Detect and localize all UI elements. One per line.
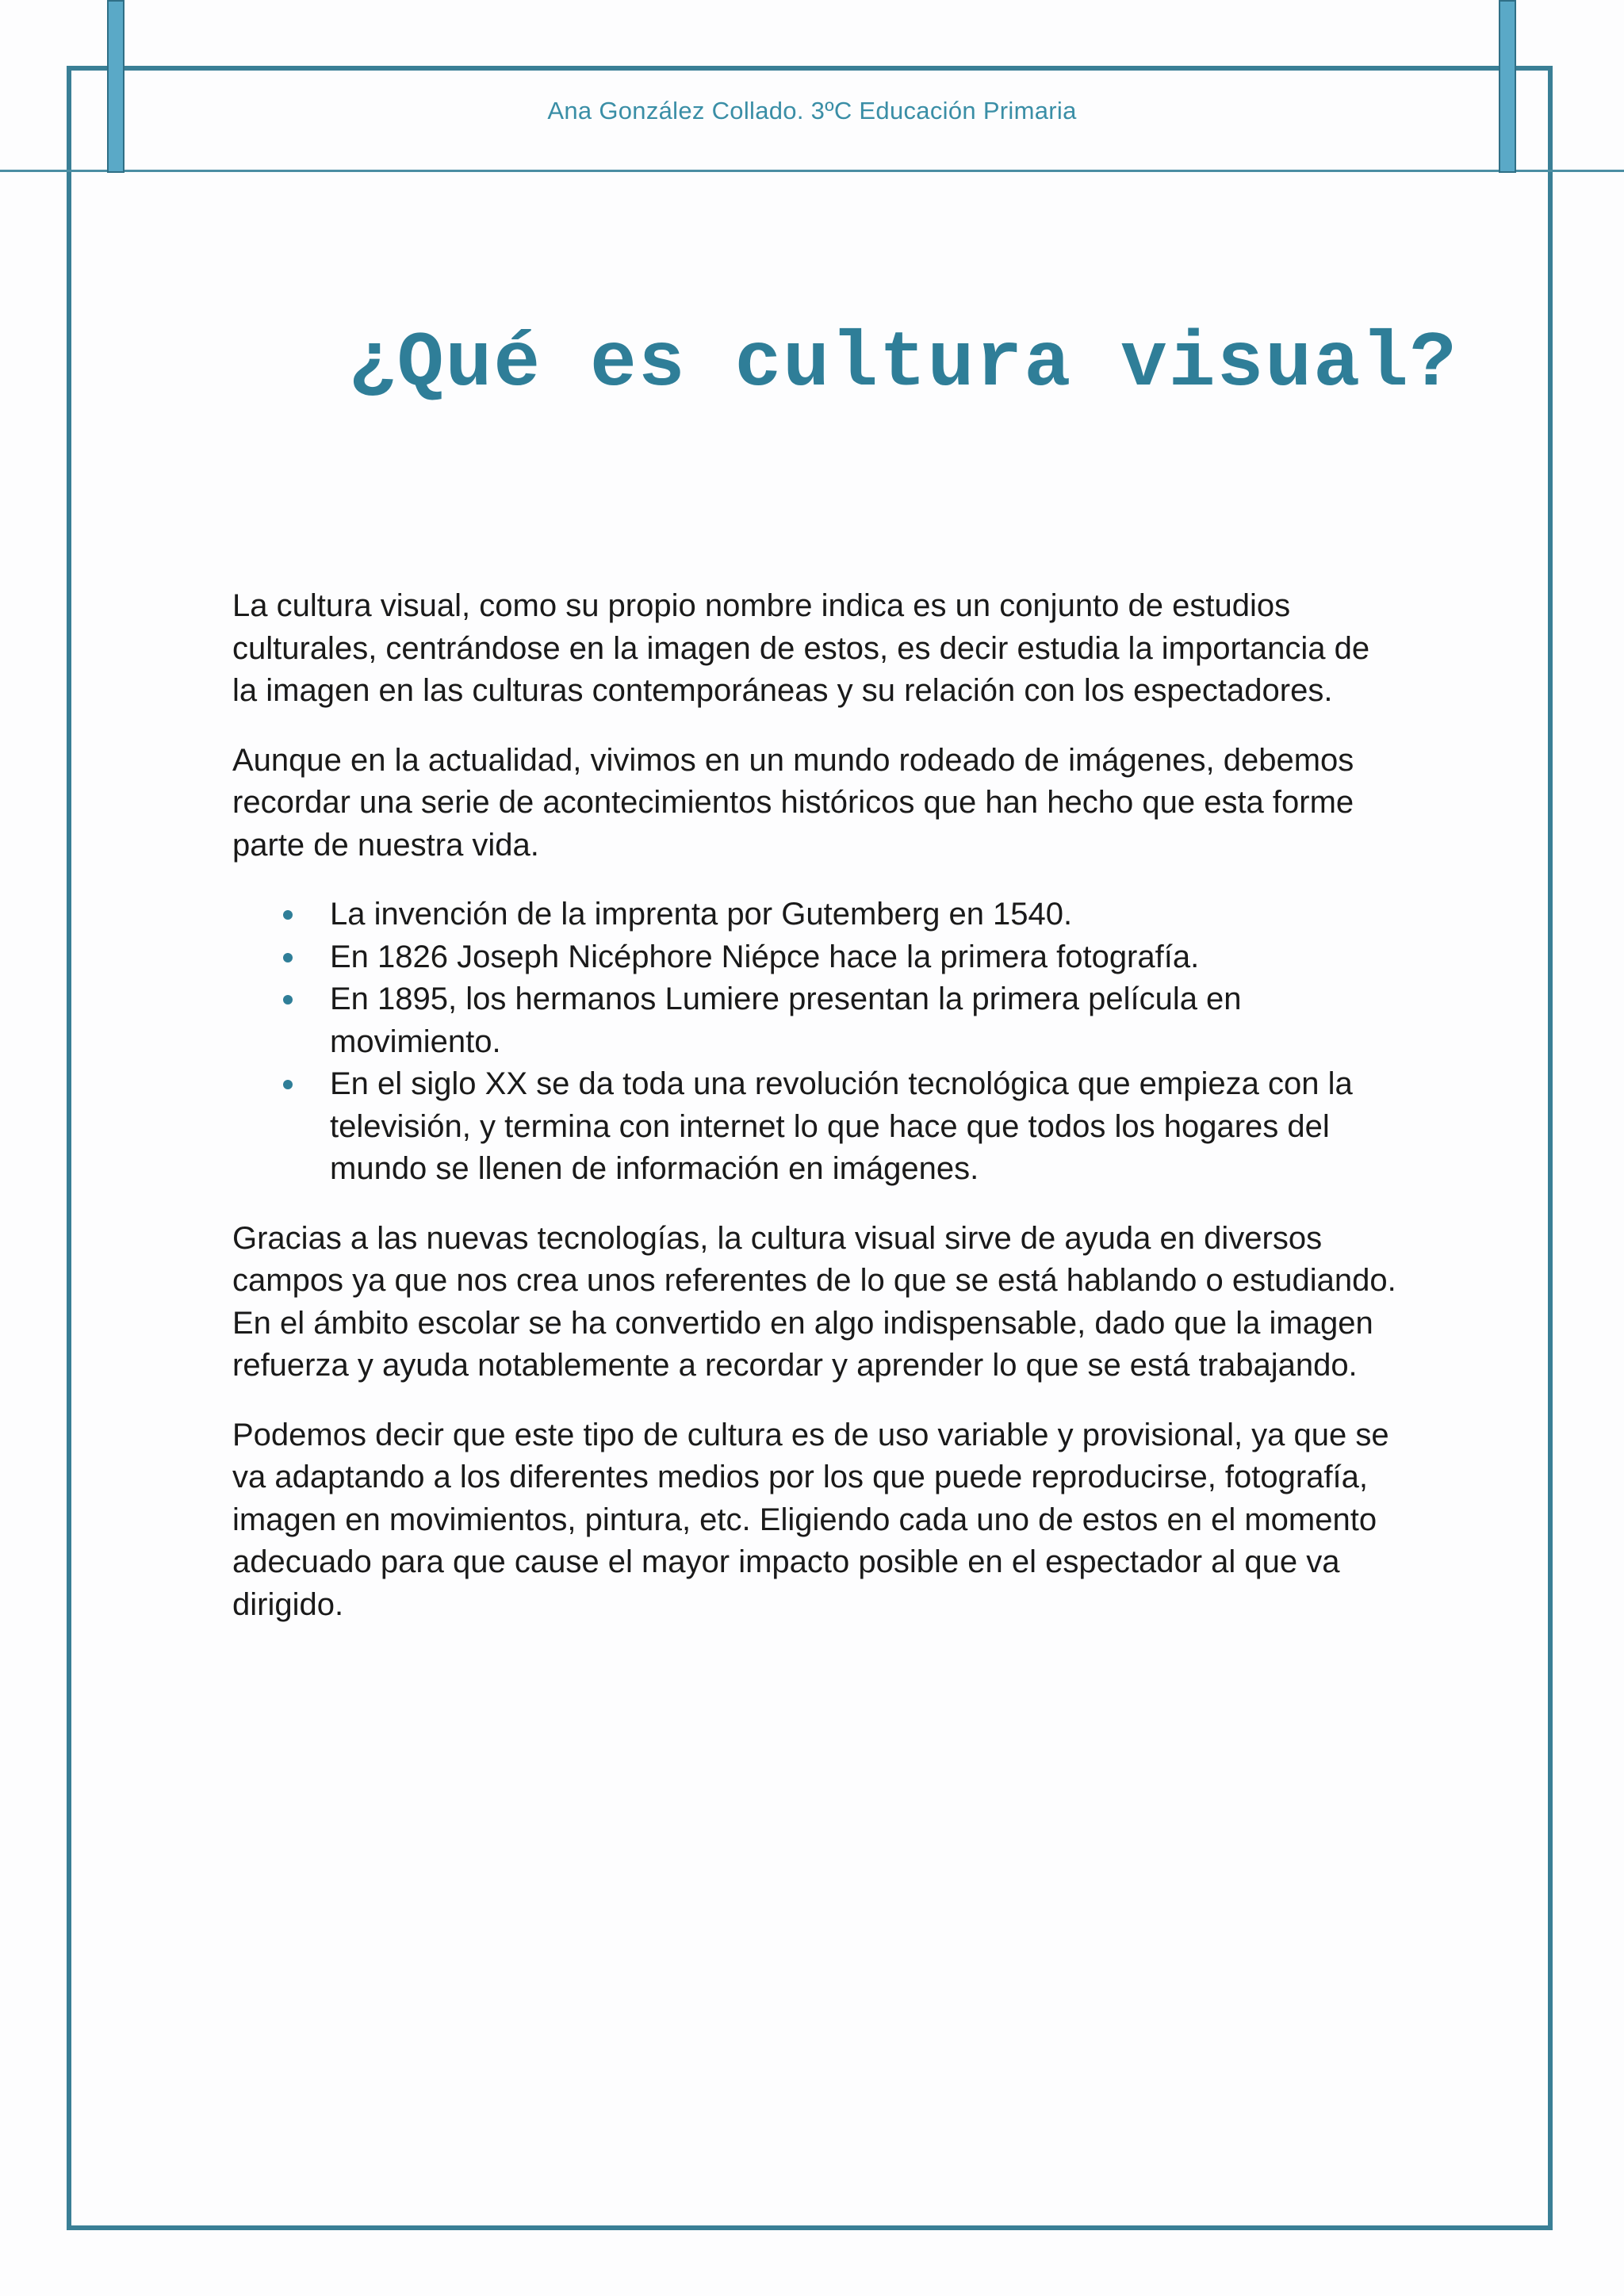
bullet-dot-icon: [283, 1080, 293, 1089]
left-binder-strip: [107, 0, 124, 173]
paragraph-intro-2: Aunque en la actualidad, vivimos en un mundo rodeado de imágenes, debemos recordar una serie de acontecimientos históricos que han hecho que esta forme parte de nuestra vida.: [232, 742, 1354, 863]
paragraph-closing-1: Gracias a las nuevas tecnologías, la cultura visual sirve de ayuda en diversos campos ya que nos crea unos referentes de lo que se está hablando o estudiando. En el ámbito escolar se ha convertido en algo indispensable, dado que la imagen refuerza y ayuda notablemente a recordar y aprender lo que se está trabajando.: [232, 1220, 1396, 1383]
document-body: [232, 585, 1402, 1653]
page-title: ¿Qué es cultura visual?: [349, 320, 1458, 408]
list-item-text: En 1895, los hermanos Lumiere presentan la primera película en movimiento.: [330, 982, 1242, 1059]
paragraph-closing-2: Podemos decir que este tipo de cultura es de uso variable y provisional, ya que se va adaptando a los diferentes medios por los que puede reproducirse, fotografía, imagen en movimientos, pintura, etc. Eligiendo cada uno de estos en el momento adecuado para que cause el mayor impacto posible en el espectador al que va dirigido.: [232, 1417, 1389, 1622]
header-author-line: Ana González Collado. 3ºC Educación Primaria: [547, 97, 1077, 124]
bullet-dot-icon: [283, 910, 293, 920]
right-binder-strip: [1499, 0, 1516, 173]
historical-events-list: [232, 894, 1402, 1191]
bullet-dot-icon: [283, 995, 293, 1004]
list-item: [232, 936, 1402, 979]
header-divider: [0, 170, 1624, 172]
list-item: [232, 1063, 1402, 1191]
list-item-text: En 1826 Joseph Nicéphore Niépce hace la primera fotografía.: [330, 939, 1200, 974]
paragraph-intro-1: La cultura visual, como su propio nombre indica es un conjunto de estudios culturales, centrándose en la imagen de estos, es decir estudia la importancia de la imagen en las culturas contemporáneas y su relación con los espectadores.: [232, 588, 1370, 708]
bullet-dot-icon: [283, 953, 293, 962]
list-item-text: La invención de la imprenta por Gutemberg en 1540.: [330, 897, 1073, 932]
list-item: [232, 978, 1402, 1063]
list-item: [232, 894, 1402, 936]
list-item-text: En el siglo XX se da toda una revolución tecnológica que empieza con la televisión, y termina con internet lo que hace que todos los hogares del mundo se llenen de información en imágenes.: [330, 1066, 1353, 1186]
